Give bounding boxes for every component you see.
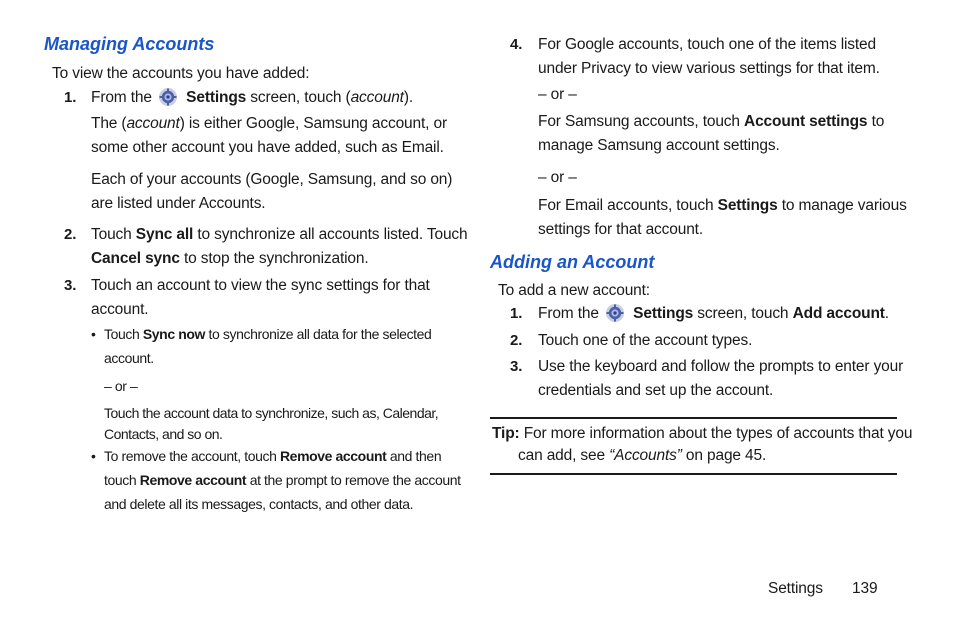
para-account: account: [126, 115, 180, 132]
email-settings: Settings: [717, 197, 778, 214]
step-3-text: [91, 274, 430, 322]
tip-accounts-link[interactable]: “Accounts”: [609, 447, 682, 464]
add-step-number-3: 3.: [510, 358, 523, 375]
bullet2-remove-account-2: Remove account: [139, 472, 247, 488]
step-1-account: account: [350, 89, 404, 106]
bullet2-pre: To remove the account, touch: [104, 448, 277, 464]
tip-line1: For more information about the types of accounts that you: [523, 425, 913, 442]
step-4-line1: For Google accounts, touch one of the items listed: [538, 36, 876, 53]
or-separator-right-1: – or –: [538, 86, 577, 103]
tip-can-add: can add, see: [518, 447, 605, 464]
add-step-3-line2: credentials and set up the account.: [538, 382, 774, 399]
add-step-1-text: [538, 302, 889, 326]
para-line1-rest: ) is either Google, Samsung account, or: [179, 115, 447, 132]
bullet1-rest: to synchronize all data for the selected: [208, 326, 432, 342]
tip-line-2: [518, 445, 766, 467]
or-separator-right-2: – or –: [538, 169, 577, 186]
add-step-1-screen-touch: screen, touch: [697, 305, 789, 322]
add-step-3-line1: Use the keyboard and follow the prompts to enter your: [538, 358, 904, 375]
tip-page: on page 45.: [685, 447, 767, 464]
intro-managing: To view the accounts you have added:: [52, 65, 310, 82]
settings-gear-icon: [158, 87, 178, 107]
page-number: 139: [852, 580, 878, 597]
samsung-post: to: [871, 113, 885, 130]
para-account-desc: [91, 112, 447, 160]
settings-gear-icon: [605, 303, 625, 323]
add-step-3-text: [538, 355, 903, 403]
email-post: to manage various: [781, 197, 907, 214]
tip-label: Tip:: [492, 425, 520, 442]
step-1-from: From the: [91, 89, 152, 106]
email-line2: settings for that account.: [538, 221, 703, 238]
bullet-mark-2: •: [91, 448, 96, 464]
email-pre: For Email accounts, touch: [538, 197, 714, 214]
bullet-remove-account: [104, 444, 461, 516]
add-step-1-from: From the: [538, 305, 599, 322]
add-step-1-settings: Settings: [633, 305, 694, 322]
tip-bottom-rule: [490, 473, 897, 475]
heading-adding-account: Adding an Account: [490, 252, 655, 272]
bullet-sync-now: [104, 322, 431, 370]
add-step-2-text: Touch one of the account types.: [538, 332, 753, 349]
step-number-4: 4.: [510, 36, 523, 53]
samsung-line2: manage Samsung account settings.: [538, 137, 780, 154]
bullet2-mid: and then: [389, 448, 442, 464]
bullet2-line3: and delete all its messages, contacts, and other data.: [104, 496, 414, 512]
touch-data-line2: Contacts, and so on.: [104, 426, 223, 442]
bullet1-sync-now: Sync now: [142, 326, 206, 342]
step-2-cancel-sync: Cancel sync: [91, 250, 180, 267]
step-3-line1: Touch an account to view the sync settings for that: [91, 277, 430, 294]
para-line2: some other account you have added, such as Email.: [91, 139, 444, 156]
para2-line1: Each of your accounts (Google, Samsung, and so on): [91, 171, 453, 188]
touch-data-line1: Touch the account data to synchronize, such as, Calendar,: [104, 405, 439, 421]
bullet1-touch: Touch: [104, 326, 140, 342]
intro-adding: To add a new account:: [498, 282, 650, 299]
bullet1-line2: account.: [104, 350, 154, 366]
bullet2-rest: at the prompt to remove the account: [249, 472, 461, 488]
step-2-text: [91, 223, 468, 271]
samsung-pre: For Samsung accounts, touch: [538, 113, 740, 130]
step-2-sync-all: Sync all: [135, 226, 194, 243]
samsung-accounts-text: [538, 110, 884, 158]
step-4-line2: under Privacy to view various settings for that item.: [538, 60, 880, 77]
step-number-3: 3.: [64, 277, 77, 294]
step-1-close: ).: [403, 89, 413, 106]
footer-section: Settings: [768, 580, 823, 597]
add-step-number-2: 2.: [510, 332, 523, 349]
step-3-line2: account.: [91, 301, 149, 318]
add-step-1-period: .: [884, 305, 889, 322]
step-2-rest1: to synchronize all accounts listed. Touch: [197, 226, 468, 243]
bullet2-touch: touch: [104, 472, 137, 488]
samsung-account-settings: Account settings: [744, 113, 868, 130]
para-accounts-listed: [91, 168, 452, 216]
tip-top-rule: [490, 417, 897, 419]
step-4-text: [538, 33, 880, 81]
tip-box: [492, 423, 912, 445]
heading-managing-accounts: Managing Accounts: [44, 34, 215, 54]
bullet-mark-1: •: [91, 326, 96, 342]
para2-line2: are listed under Accounts.: [91, 195, 266, 212]
step-2-rest2: to stop the synchronization.: [184, 250, 369, 267]
step-1-text: [91, 86, 413, 110]
add-step-number-1: 1.: [510, 305, 523, 322]
step-number-2: 2.: [64, 226, 77, 243]
para-pre: The (: [91, 115, 127, 132]
step-number-1: 1.: [64, 89, 77, 106]
email-accounts-text: [538, 194, 907, 242]
bullet2-remove-account: Remove account: [279, 448, 387, 464]
add-step-1-add-account: Add account: [792, 305, 885, 322]
touch-account-data: [104, 403, 438, 445]
step-1-settings: Settings: [186, 89, 247, 106]
step-2-touch: Touch: [91, 226, 132, 243]
step-1-screen-touch: screen, touch (: [250, 89, 351, 106]
or-separator-left: – or –: [104, 378, 138, 394]
